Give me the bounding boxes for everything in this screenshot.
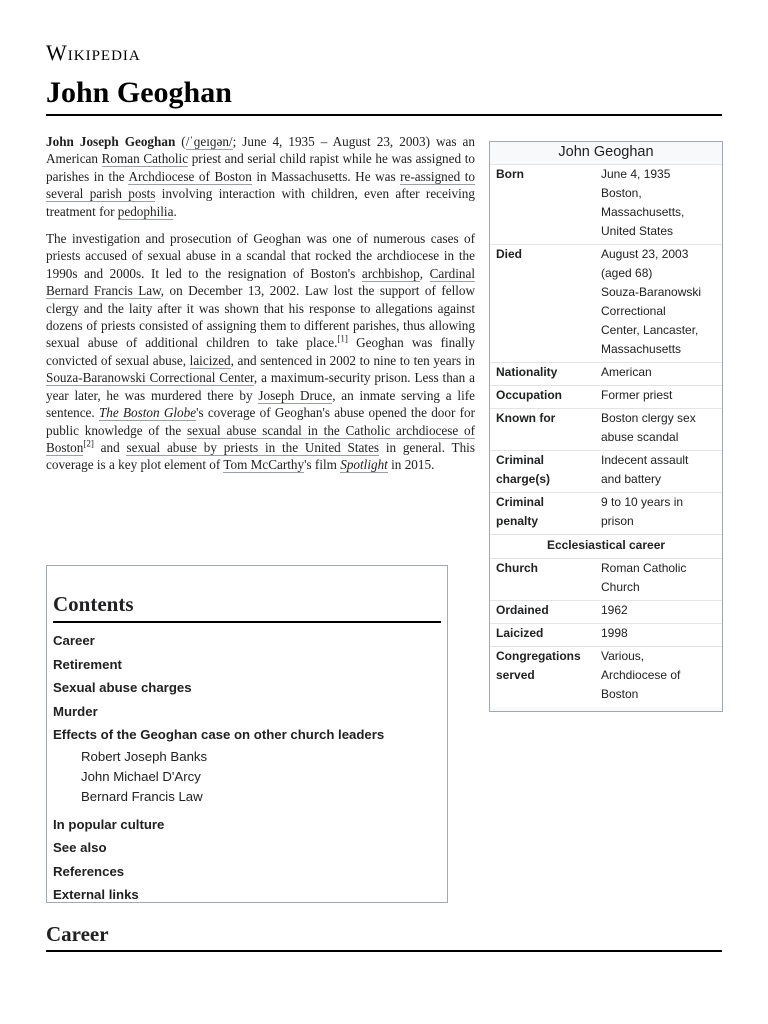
toc-subitem[interactable]: Bernard Francis Law	[81, 788, 203, 804]
page-title: John Geoghan	[46, 76, 722, 116]
link-archdiocese-of-boston[interactable]: Archdiocese of Boston	[128, 168, 252, 184]
reference-2[interactable]: [2]	[83, 438, 94, 449]
infobox-label: Criminal charge(s)	[496, 453, 551, 486]
link-boston-globe[interactable]: The Boston Globe	[98, 405, 197, 421]
infobox-value: 1998	[601, 626, 628, 640]
infobox-label: Ordained	[496, 603, 549, 617]
link-pedophilia[interactable]: pedophilia	[117, 203, 174, 219]
link-cardinal-law[interactable]: Cardinal Bernard Francis Law	[46, 265, 476, 299]
infobox-label: Laicized	[496, 626, 544, 640]
infobox-value: Boston clergy sex abuse scandal	[601, 411, 696, 444]
link-laicized[interactable]: laicized	[189, 352, 231, 368]
infobox-row	[490, 450, 722, 492]
lead-section	[46, 133, 475, 484]
link-joseph-druce[interactable]: Joseph Druce	[258, 387, 333, 403]
link-souza-baranowski[interactable]: Souza-Baranowski Correctional Center	[46, 370, 254, 386]
text-span: The investigation and prosecution of Geoghan was one of numerous cases of priests accused of sexual abuse in a scandal that rocked the archdiocese in the 1990s and 2000s. It led to the resignation of Boston's	[46, 231, 475, 281]
text-span: in general. This coverage is a key plot element of	[46, 439, 475, 473]
toc-item[interactable]: Murder	[53, 703, 98, 719]
infobox-value: 1962	[601, 603, 628, 617]
table-of-contents	[46, 565, 448, 903]
text-span: Geoghan was finally convicted of sexual abuse,	[46, 335, 476, 368]
toc-subitem[interactable]: Robert Joseph Banks	[81, 748, 208, 764]
toc-item[interactable]: External links	[53, 887, 139, 902]
infobox-label: Occupation	[496, 388, 563, 402]
section-heading-career: Career	[46, 922, 722, 952]
infobox-value: August 23, 2003 (aged 68) Souza-Baranowski Correctional Center, Lancaster, Massachusetts	[601, 247, 702, 356]
infobox-row	[490, 385, 722, 408]
toc-item[interactable]: Career	[53, 633, 95, 648]
text-span: , a maximum-security prison. Less than a year later, he was murdered there by	[46, 370, 475, 403]
infobox-label: Known for	[496, 411, 556, 425]
infobox-value: Various, Archdiocese of Boston	[601, 649, 681, 701]
subject-name: John Joseph Geoghan	[46, 134, 176, 149]
link-spotlight[interactable]: Spotlight	[340, 457, 388, 473]
link-roman-catholic[interactable]: Roman Catholic	[101, 151, 189, 167]
text-span: in Massachusetts. He was	[251, 168, 401, 184]
infobox-row	[490, 408, 722, 450]
infobox-row	[490, 362, 722, 385]
toc-item[interactable]: Effects of the Geoghan case on other church leaders	[53, 727, 385, 742]
infobox-label: Church	[496, 561, 538, 575]
toc-subitem[interactable]: John Michael D'Arcy	[81, 768, 201, 784]
text-span: , on December 13, 2002. Law lost the support of fellow clergy and the laity after it was shown that his response to allegations against dozens of priests consisted of assigning them to different parishes, thus allowing sexual abuse of additional children to take place.	[46, 283, 476, 351]
infobox-label: Born	[496, 167, 524, 181]
infobox-value: Former priest	[601, 388, 673, 402]
infobox-label: Nationality	[496, 365, 558, 379]
text-span: involving interaction with children, even after receiving treatment for	[46, 186, 475, 219]
link-tom-mccarthy[interactable]: Tom McCarthy	[223, 457, 305, 473]
text-span: in 2015.	[387, 457, 435, 473]
infobox-title: John Geoghan	[490, 142, 722, 164]
infobox-value: Indecent assault and battery	[601, 453, 689, 486]
infobox-label: Congregations served	[496, 649, 581, 682]
toc-item[interactable]: In popular culture	[53, 816, 165, 832]
infobox-row	[490, 244, 722, 362]
infobox-row	[490, 646, 722, 707]
wikipedia-wordmark[interactable]: Wikipedia	[46, 40, 141, 65]
toc-item[interactable]: Retirement	[53, 656, 122, 672]
text-span: , and sentenced in 2002 to nine to ten years in	[230, 352, 476, 368]
infobox-row	[490, 600, 722, 623]
toc-heading: Contents	[53, 592, 441, 623]
text-span: 's film	[304, 457, 341, 473]
reference-1[interactable]: [1]	[337, 334, 348, 345]
infobox-value: Roman Catholic Church	[601, 561, 687, 594]
text-span: ; June 4, 1935 – August 23, 2003) was an American	[46, 134, 475, 167]
infobox-label: Criminal penalty	[496, 495, 545, 528]
text-span: 's coverage of Geoghan's abuse opened the door for public knowledge of the	[46, 405, 475, 438]
lead-paragraph-2	[46, 230, 475, 474]
toc-item[interactable]: See also	[53, 840, 107, 855]
infobox-row	[490, 164, 722, 244]
infobox-value: June 4, 1935 Boston, Massachusetts, United States	[601, 167, 685, 238]
infobox-row	[490, 623, 722, 646]
infobox-label: Died	[496, 247, 523, 261]
link-reassigned[interactable]: re-assigned to several parish posts	[46, 168, 476, 202]
infobox-value: 9 to 10 years in prison	[601, 495, 684, 528]
infobox-section-header: Ecclesiastical career	[490, 534, 722, 558]
link-us-abuse[interactable]: sexual abuse by priests in the United States	[126, 439, 380, 455]
infobox-value: American	[601, 365, 652, 379]
link-boston-scandal[interactable]: sexual abuse scandal in the Catholic archdiocese of Boston	[46, 422, 475, 455]
text-span: and	[93, 439, 127, 455]
ipa-pronunciation-link[interactable]: /ˈɡeɪɡən/	[185, 134, 233, 149]
text-span: ,	[419, 265, 430, 281]
toc-item[interactable]: Sexual abuse charges	[53, 680, 192, 695]
infobox-row	[490, 492, 722, 534]
lead-paragraph-1	[46, 133, 475, 220]
text-span: .	[173, 203, 177, 219]
text-span: , an inmate serving a life sentence.	[46, 387, 475, 421]
link-archbishop[interactable]: archbishop	[361, 265, 420, 281]
infobox-row	[490, 558, 722, 600]
text-span: priest and serial child rapist while he was assigned to parishes in the	[46, 151, 475, 184]
infobox	[489, 141, 723, 712]
toc-item[interactable]: References	[53, 863, 125, 879]
text-span: (	[175, 134, 186, 149]
